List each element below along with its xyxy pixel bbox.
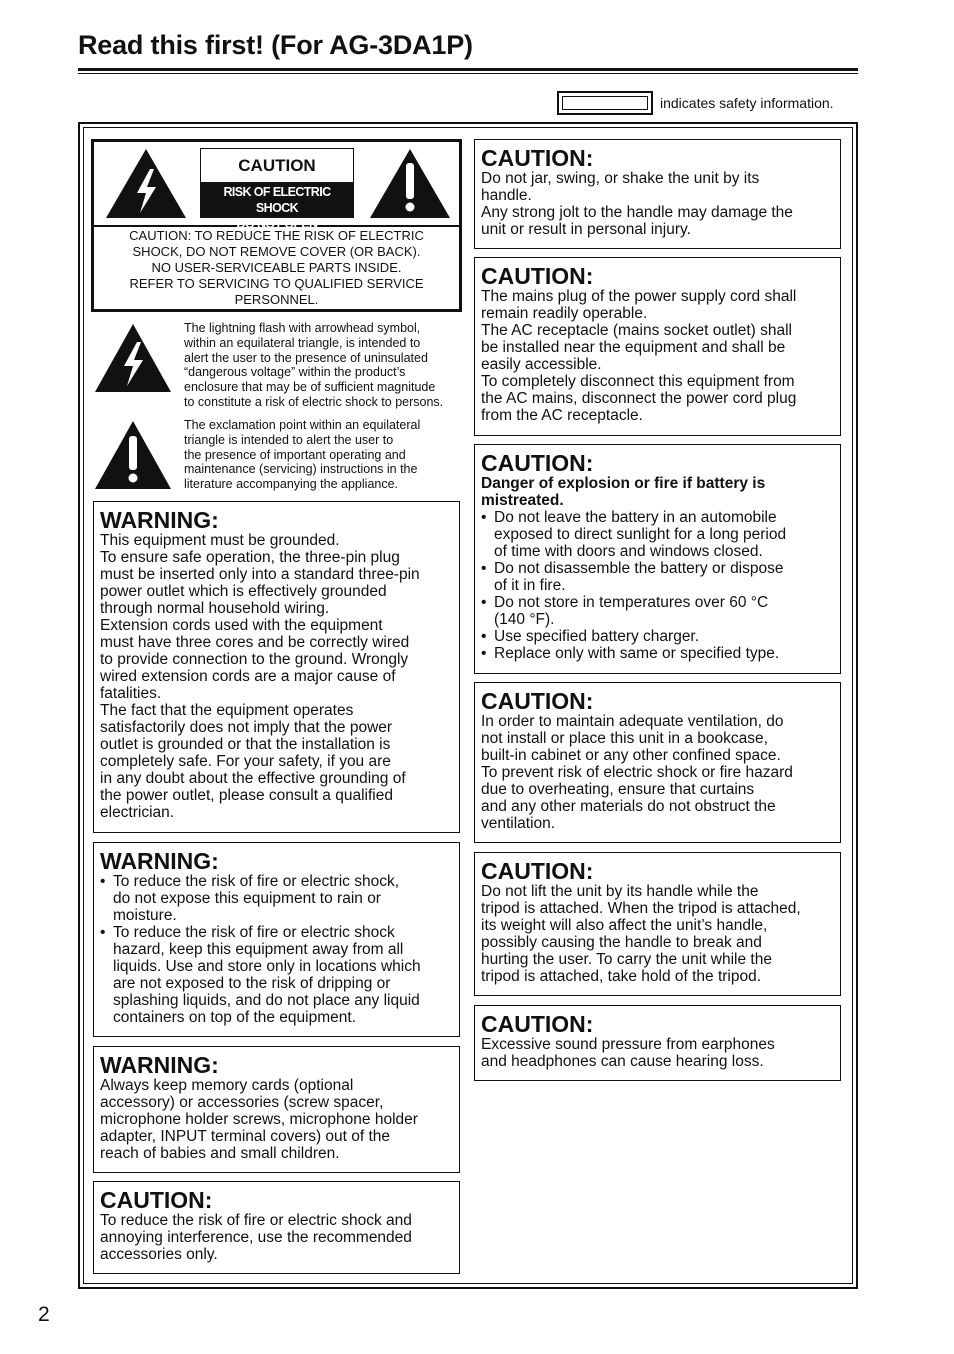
page-number: 2 xyxy=(38,1303,50,1326)
page-title: Read this first! (For AG-3DA1P) xyxy=(78,30,473,60)
warning-small-parts-box: WARNING: Always keep memory cards (optional accessory) or accessories (screw spacer, microphone holder screws, microphone holder adapter, INPUT terminal covers) out of the reach of babies and small children. xyxy=(93,1046,460,1173)
safety-legend xyxy=(557,90,858,116)
exclamation-triangle-icon xyxy=(368,147,452,220)
warning-grounding-box: WARNING: This equipment must be grounded. To ensure safe operation, the three-pin plug must be inserted only into a standard three-pin power outlet which is effectively grounded through normal household wiring. Extension cords used with the equipment must have three cores and be correctly wired to provide connection to the ground. Wrongly wired extension cords are a major cause of fatalities. The fact that the equipment operates satisfactorily does not imply that the power outlet is grounded or that the installation is completely safe. For your safety, if you are in any doubt about the effective grounding of the power outlet, please consult a qualified electrician. xyxy=(93,501,460,833)
safety-frame-icon xyxy=(557,91,653,115)
title-rule-thin xyxy=(78,73,858,74)
warning-heading: WARNING: xyxy=(100,848,219,874)
caution-accessories-box: CAUTION: To reduce the risk of fire or electric shock and annoying interference, use the recommended accessories only. xyxy=(93,1181,460,1274)
caution-tripod-box: CAUTION: Do not lift the unit by its handle while the tripod is attached. When the tripod is attached, its weight will also affect the unit’s handle, possibly causing the handle to break and hurting the user. To carry the unit while the tripod is attached, take hold of the tripod. xyxy=(474,852,841,996)
list-item: • To reduce the risk of fire or electric shock hazard, keep this equipment away from all liquids. Use and store only in locations which are not exposed to the risk of dripping or splashing liquids, and do not place any liquid containers on top of the equipment. xyxy=(100,924,453,1026)
warning-heading: WARNING: xyxy=(100,507,219,533)
list-item: • Replace only with same or specified type. xyxy=(481,645,834,662)
lightning-description: The lightning flash with arrowhead symbol, within an equilateral triangle, is intended to alert the user to the presence of uninsulated “dangerous voltage” within the product’s enclosure that may be of sufficient magnitude to constitute a risk of electric shock to persons. xyxy=(184,321,444,409)
caution-label-title: CAUTION xyxy=(238,156,316,175)
caution-symbol-text: CAUTION: TO REDUCE THE RISK OF ELECTRIC SHOCK, DO NOT REMOVE COVER (OR BACK). NO USER-SERVICEABLE PARTS INSIDE. REFER TO SERVICING TO QUALIFIED SERVICE PERSONNEL. xyxy=(129,228,424,307)
lightning-triangle-icon xyxy=(93,322,173,394)
list-item: • Do not store in temperatures over 60 °C (140 °F). xyxy=(481,594,834,628)
lightning-triangle-icon xyxy=(104,147,188,220)
caution-handle-box: CAUTION: Do not jar, swing, or shake the unit by its handle. Any strong jolt to the handle may damage the unit or result in personal injury. xyxy=(474,139,841,249)
caution-mains-plug-box: CAUTION: The mains plug of the power supply cord shall remain readily operable. The AC receptacle (mains socket outlet) shall be installed near the equipment and shall be easily accessible. To completely disconnect this equipment from the AC mains, disconnect the power cord plug from the AC receptacle. xyxy=(474,257,841,436)
list-item: • To reduce the risk of fire or electric shock, do not expose this equipment to rain or moisture. xyxy=(100,873,453,924)
caution-heading: CAUTION: xyxy=(481,145,594,171)
list-item: • Do not leave the battery in an automobile exposed to direct sunlight for a long period of time with doors and windows closed. xyxy=(481,509,834,560)
caution-heading: CAUTION: xyxy=(481,1011,594,1037)
title-rule xyxy=(78,68,858,71)
caution-label xyxy=(200,148,354,231)
caution-heading: CAUTION: xyxy=(481,858,594,884)
caution-battery-box: CAUTION: Danger of explosion or fire if battery is mistreated. • Do not leave the battery in an automobile exposed to direct sunlight for a long period of time with doors and windows closed. • Do not disassemble the battery or dispose of it in fire. • Do not store in temperatures over 60 °C (140 °F). • Use specified battery charger. • Replace only with same or specified type. xyxy=(474,444,841,674)
caution-label-warning: RISK OF ELECTRIC SHOCK DO NOT OPEN xyxy=(201,182,353,217)
list-item: • Use specified battery charger. xyxy=(481,628,834,645)
caution-ventilation-box: CAUTION: In order to maintain adequate ventilation, do not install or place this unit in a bookcase, built-in cabinet or any other confined space. To prevent risk of electric shock or fire hazard due to overheating, ensure that curtains and any other materials do not obstruct the ventilation. xyxy=(474,682,841,843)
list-item: • Do not disassemble the battery or dispose of it in fire. xyxy=(481,560,834,594)
exclamation-description: The exclamation point within an equilateral triangle is intended to alert the user to the presence of important operating and maintenance (servicing) instructions in the literature accompanying the appliance. xyxy=(184,418,421,492)
caution-hearing-box: CAUTION: Excessive sound pressure from earphones and headphones can cause hearing loss. xyxy=(474,1005,841,1081)
warning-moisture-box xyxy=(93,842,460,1037)
exclamation-triangle-icon xyxy=(93,419,173,491)
caution-heading: CAUTION: xyxy=(481,263,594,289)
caution-heading: CAUTION: xyxy=(481,450,594,476)
caution-heading: CAUTION: xyxy=(100,1187,213,1213)
warning-heading: WARNING: xyxy=(100,1052,219,1078)
legend-text: indicates safety information. xyxy=(660,95,834,111)
caution-symbol-block xyxy=(91,139,462,312)
caution-heading: CAUTION: xyxy=(481,688,594,714)
